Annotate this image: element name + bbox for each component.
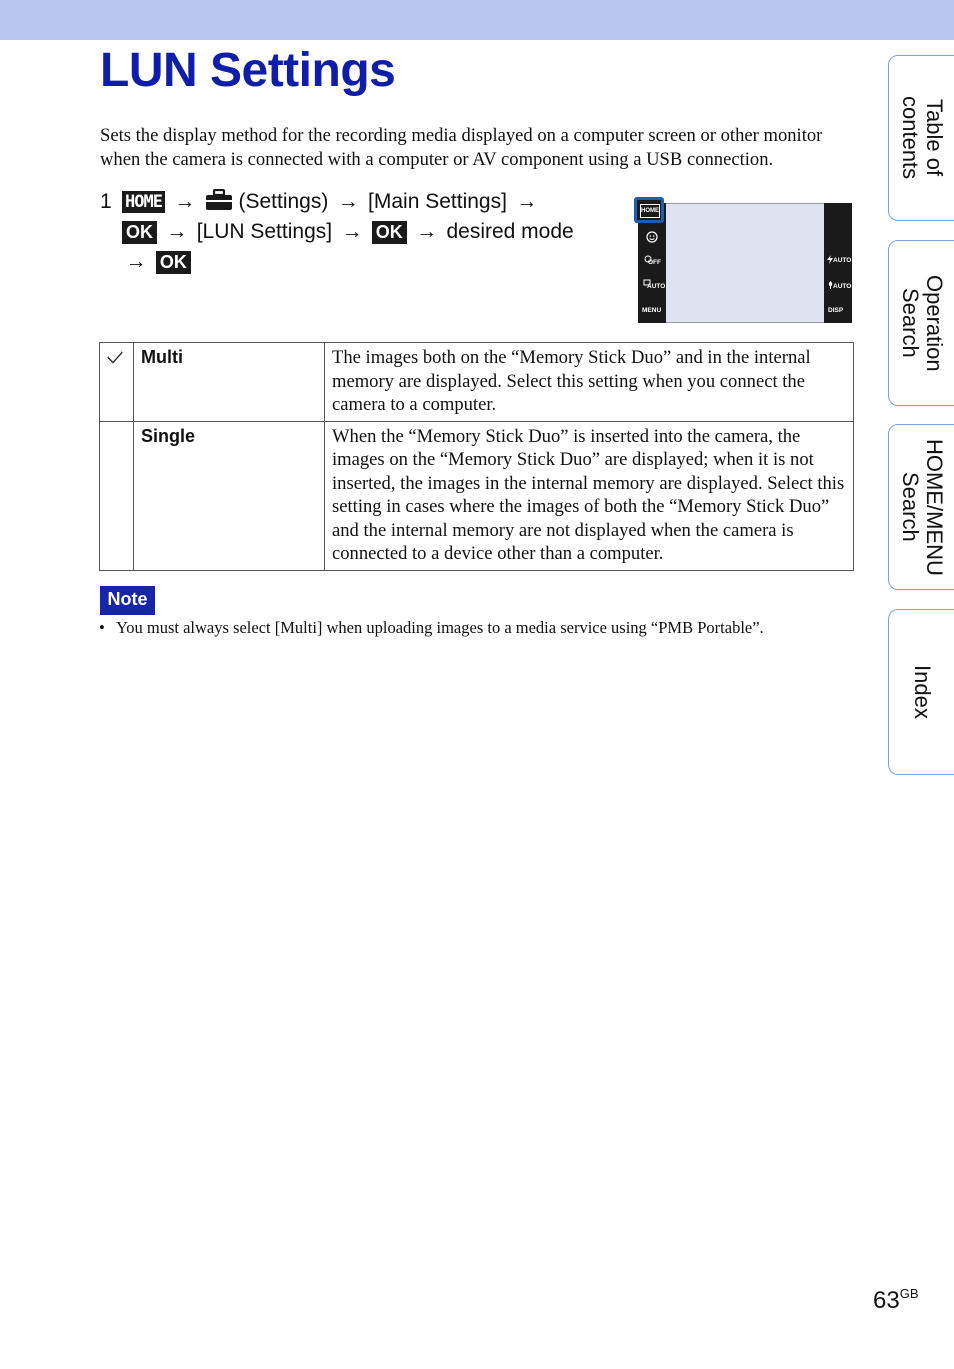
- top-band: [0, 0, 954, 40]
- smile-shutter-icon: [644, 255, 652, 263]
- step-number: 1: [100, 190, 112, 213]
- ok-button-icon: OK: [122, 221, 157, 244]
- step-line-2: [122, 217, 574, 247]
- step-line-1: [122, 187, 541, 217]
- default-marker-cell: [100, 343, 134, 422]
- macro-auto-label: AUTO: [833, 283, 852, 290]
- checkmark-icon: [106, 349, 124, 365]
- flash-auto-label: AUTO: [833, 257, 852, 264]
- bullet: •: [99, 618, 105, 637]
- main-settings-label: [Main Settings]: [368, 190, 507, 213]
- tab-index[interactable]: [888, 609, 954, 775]
- step-line-3: [122, 247, 191, 277]
- page-number: [873, 1286, 919, 1315]
- intro-text: Sets the display method for the recording media displayed on a computer screen or other monitor when the camera is connected with a computer or AV component using a USB connection.: [100, 125, 823, 170]
- options-table: [99, 342, 854, 571]
- smile-off-label: OFF: [648, 259, 661, 266]
- ok-button-icon: OK: [372, 221, 407, 244]
- tab-operation-search[interactable]: [888, 240, 954, 406]
- option-description: When the “Memory Stick Duo” is inserted into the camera, the images on the “Memory Stick Duo” are displayed; when it is not inserted, the images in the internal memory are displayed. Select this setting in cases where the images of both the “Memory Stick Duo” and the internal memory are not displayed when the camera is connected to a device other than a computer.: [325, 421, 854, 570]
- screen-home-label: HOME: [640, 204, 660, 218]
- face-detection-icon: [646, 231, 658, 243]
- option-name: Multi: [134, 343, 325, 422]
- arrow-icon: →: [416, 220, 438, 243]
- page-title: LUN Settings: [100, 44, 396, 97]
- note-badge: Note: [100, 586, 155, 615]
- screen-home-button: [634, 197, 664, 223]
- disp-label: DISP: [828, 307, 844, 314]
- tab-label: HOME/MENU Search: [898, 438, 947, 576]
- page-number-suffix: GB: [899, 1286, 919, 1301]
- tab-label: Table of contents: [898, 96, 947, 180]
- tab-table-of-contents[interactable]: [888, 55, 954, 221]
- lun-settings-label: [LUN Settings]: [196, 220, 333, 243]
- arrow-icon: →: [341, 220, 363, 243]
- scene-auto-label: AUTO: [647, 283, 666, 290]
- tab-label: Index: [910, 665, 935, 719]
- camera-screen-illustration: [634, 197, 853, 323]
- screen-display-area: [666, 203, 824, 323]
- table-row: [100, 421, 854, 570]
- arrow-icon: →: [125, 250, 147, 273]
- arrow-icon: →: [166, 220, 188, 243]
- ok-button-icon: OK: [156, 251, 191, 274]
- note-text: You must always select [Multi] when uploading images to a media service using “PMB Portable”.: [116, 618, 764, 637]
- settings-label: (Settings): [238, 190, 329, 213]
- screen-right-panel: [824, 203, 852, 323]
- tab-label: Operation Search: [898, 274, 947, 372]
- arrow-icon: →: [174, 190, 196, 213]
- option-name: Single: [134, 421, 325, 570]
- default-marker-cell: [100, 421, 134, 570]
- tab-home-menu-search[interactable]: [888, 424, 954, 590]
- page-number-value: 63: [873, 1287, 900, 1314]
- note-item: [99, 618, 764, 638]
- menu-label: MENU: [642, 307, 662, 314]
- desired-mode-label: desired mode: [446, 220, 574, 243]
- scene-icon: [643, 278, 651, 286]
- option-description: The images both on the “Memory Stick Duo” and in the internal memory are displayed. Select this setting when you connect the camera to a computer.: [325, 343, 854, 422]
- arrow-icon: →: [516, 190, 538, 213]
- home-button-icon: HOME: [122, 191, 165, 213]
- toolbox-icon: [205, 189, 233, 211]
- table-row: [100, 343, 854, 422]
- arrow-icon: →: [337, 190, 359, 213]
